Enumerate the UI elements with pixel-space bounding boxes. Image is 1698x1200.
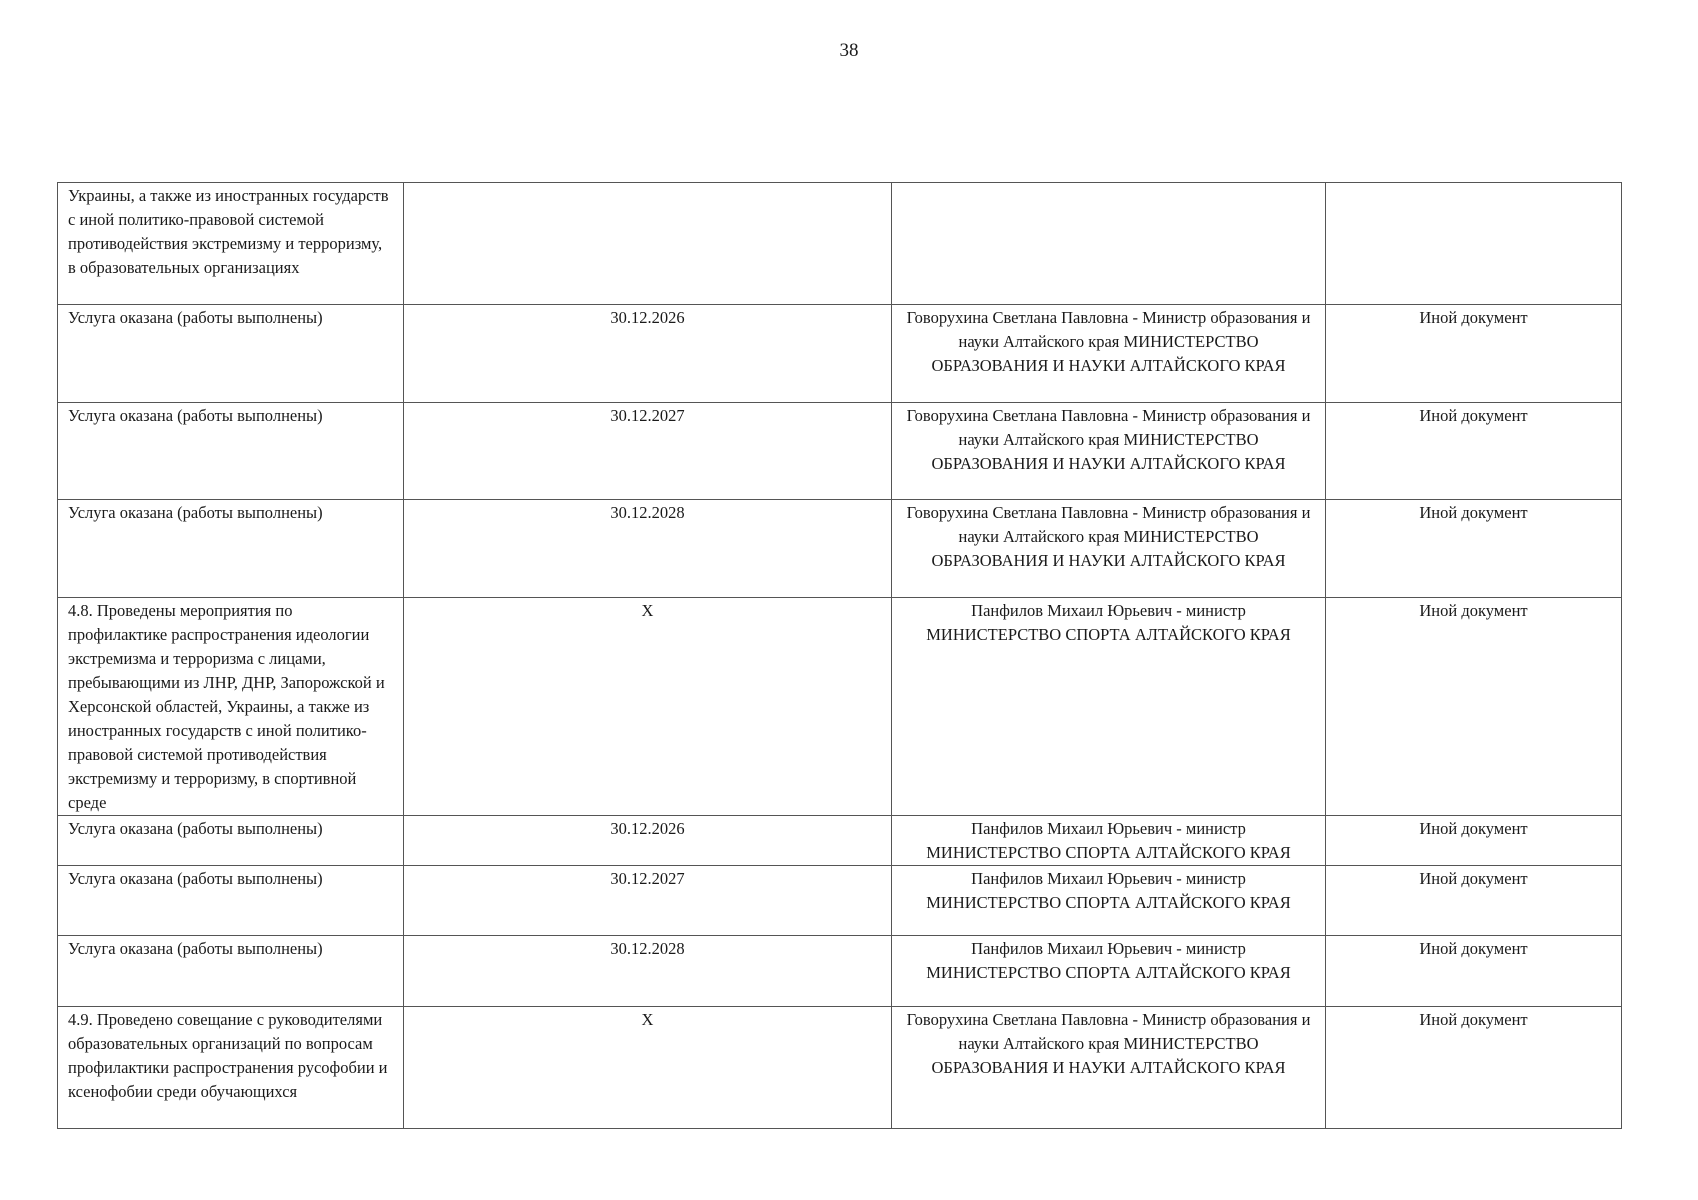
responsible-cell: Панфилов Михаил Юрьевич - министр МИНИСТЕРСТВО СПОРТА АЛТАЙСКОГО КРАЯ bbox=[892, 816, 1326, 866]
date-cell: 30.12.2028 bbox=[404, 936, 892, 1007]
table-row bbox=[58, 500, 1622, 598]
task-name-cell: 4.8. Проведены мероприятия по профилактике распространения идеологии экстремизма и терроризма с лицами, пребывающими из ЛНР, ДНР, Запорожской и Херсонской областей, Украины, а также из иностранных государств с иной политико-правовой системой противодействия экстремизму и терроризму, в спортивной среде bbox=[58, 598, 404, 816]
task-name-cell: Услуга оказана (работы выполнены) bbox=[58, 816, 404, 866]
table-row bbox=[58, 816, 1622, 866]
table-row bbox=[58, 866, 1622, 936]
table-row bbox=[58, 183, 1622, 305]
task-name-cell: Услуга оказана (работы выполнены) bbox=[58, 866, 404, 936]
date-cell: 30.12.2026 bbox=[404, 816, 892, 866]
page-number: 38 bbox=[839, 40, 859, 61]
task-name-cell: Услуга оказана (работы выполнены) bbox=[58, 305, 404, 403]
responsible-cell: Говорухина Светлана Павловна - Министр образования и науки Алтайского края МИНИСТЕРСТВО ОБРАЗОВАНИЯ И НАУКИ АЛТАЙСКОГО КРАЯ bbox=[892, 305, 1326, 403]
document-type-cell: Иной документ bbox=[1326, 866, 1622, 936]
table-row bbox=[58, 305, 1622, 403]
table-row bbox=[58, 403, 1622, 500]
task-name-cell: Услуга оказана (работы выполнены) bbox=[58, 403, 404, 500]
responsible-cell: Говорухина Светлана Павловна - Министр образования и науки Алтайского края МИНИСТЕРСТВО ОБРАЗОВАНИЯ И НАУКИ АЛТАЙСКОГО КРАЯ bbox=[892, 1007, 1326, 1129]
responsible-cell: Панфилов Михаил Юрьевич - министр МИНИСТЕРСТВО СПОРТА АЛТАЙСКОГО КРАЯ bbox=[892, 866, 1326, 936]
date-cell: 30.12.2028 bbox=[404, 500, 892, 598]
task-name-cell: Услуга оказана (работы выполнены) bbox=[58, 500, 404, 598]
table-row bbox=[58, 598, 1622, 816]
document-type-cell: Иной документ bbox=[1326, 816, 1622, 866]
task-name-cell: 4.9. Проведено совещание с руководителями образовательных организаций по вопросам профилактики распространения русофобии и ксенофобии среди обучающихся bbox=[58, 1007, 404, 1129]
date-cell: X bbox=[404, 598, 892, 816]
document-type-cell: Иной документ bbox=[1326, 500, 1622, 598]
document-type-cell bbox=[1326, 183, 1622, 305]
document-type-cell: Иной документ bbox=[1326, 305, 1622, 403]
date-cell: 30.12.2027 bbox=[404, 866, 892, 936]
document-type-cell: Иной документ bbox=[1326, 403, 1622, 500]
responsible-cell: Панфилов Михаил Юрьевич - министр МИНИСТЕРСТВО СПОРТА АЛТАЙСКОГО КРАЯ bbox=[892, 936, 1326, 1007]
table-row bbox=[58, 1007, 1622, 1129]
date-cell bbox=[404, 183, 892, 305]
plan-table bbox=[57, 182, 1622, 1129]
document-type-cell: Иной документ bbox=[1326, 936, 1622, 1007]
document-type-cell: Иной документ bbox=[1326, 1007, 1622, 1129]
task-name-cell: Услуга оказана (работы выполнены) bbox=[58, 936, 404, 1007]
task-name-cell: Украины, а также из иностранных государств с иной политико-правовой системой противодействия экстремизму и терроризму, в образовательных организациях bbox=[58, 183, 404, 305]
document-type-cell: Иной документ bbox=[1326, 598, 1622, 816]
date-cell: 30.12.2027 bbox=[404, 403, 892, 500]
responsible-cell: Панфилов Михаил Юрьевич - министр МИНИСТЕРСТВО СПОРТА АЛТАЙСКОГО КРАЯ bbox=[892, 598, 1326, 816]
date-cell: X bbox=[404, 1007, 892, 1129]
table-row bbox=[58, 936, 1622, 1007]
date-cell: 30.12.2026 bbox=[404, 305, 892, 403]
responsible-cell: Говорухина Светлана Павловна - Министр образования и науки Алтайского края МИНИСТЕРСТВО ОБРАЗОВАНИЯ И НАУКИ АЛТАЙСКОГО КРАЯ bbox=[892, 500, 1326, 598]
responsible-cell: Говорухина Светлана Павловна - Министр образования и науки Алтайского края МИНИСТЕРСТВО ОБРАЗОВАНИЯ И НАУКИ АЛТАЙСКОГО КРАЯ bbox=[892, 403, 1326, 500]
responsible-cell bbox=[892, 183, 1326, 305]
